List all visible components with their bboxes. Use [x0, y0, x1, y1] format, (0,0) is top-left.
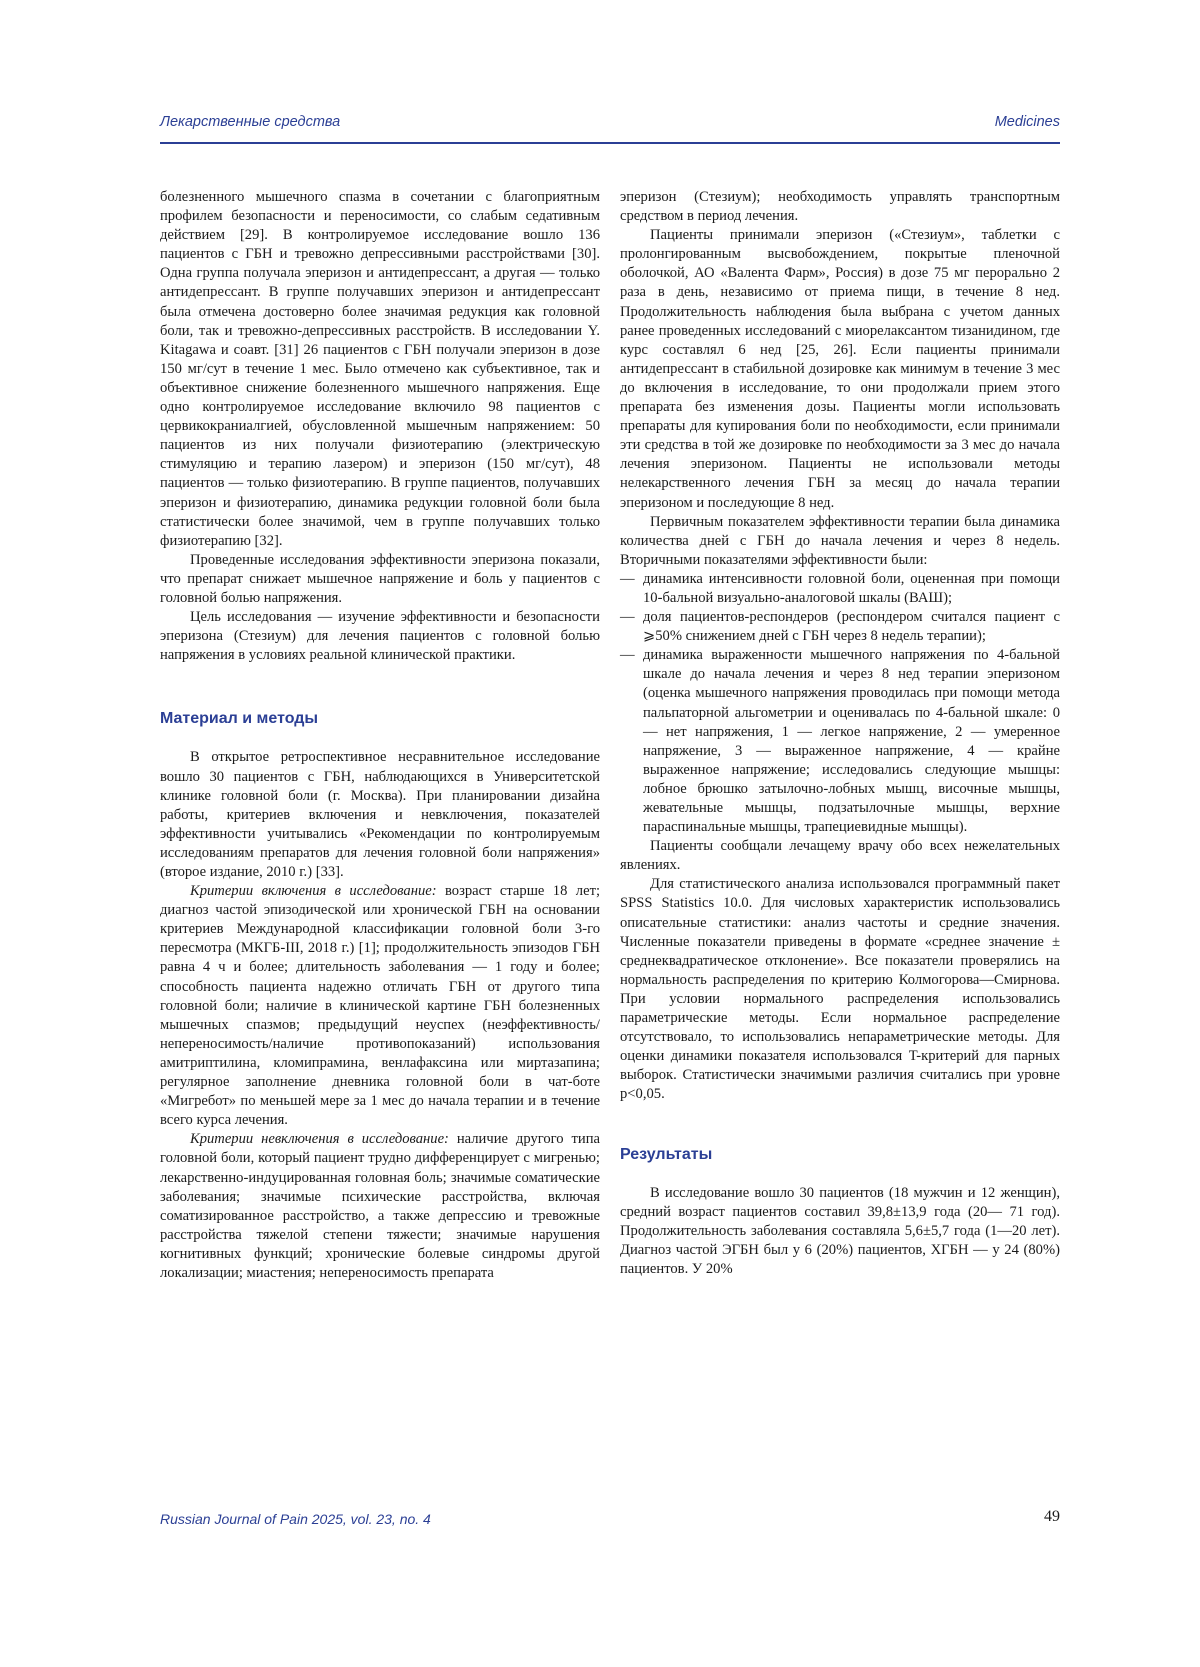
header-section-title-en: Medicines	[994, 114, 1060, 130]
list-item: — динамика интенсивности головной боли, оцененная при помощи 10-бальной визуально-аналоговой шкалы (ВАШ);	[620, 570, 1060, 606]
inclusion-criteria-lead: Критерии включения в исследование:	[190, 883, 437, 900]
paragraph: Первичным показателем эффективности терапии была динамика количества дней с ГБН до начала лечения и через 8 недель. Вторичными показателями эффективности были:	[620, 513, 1060, 568]
paragraph: Пациенты принимали эперизон («Стезиум», таблетки с пролонгированным высвобождением, покрытые пленочной оболочкой, АО «Валента Фарм», Россия) в дозе 75 мг перорально 2 раза в день, независимо от приема пищи, в течение 8 нед. Продолжительность наблюдения была выбрана с учетом данных ранее проведенных исследований с миорелаксантом тизанидином, где курс составлял 6 нед [25, 26]. Если пациенты принимали антидепрессант в стабильной дозировке как минимум в течение 3 мес до включения в исследование, то они продолжали прием этого препарата без изменения дозы. Пациенты могли использовать препараты для купирования боли по необходимости, если принимали эти средства в той же дозировке по необходимости за 3 мес до начала лечения эперизоном. Пациенты не использовали методы нелекарственного лечения ГБН за месяц до начала терапии эперизоном и последующие 8 нед.	[620, 227, 1060, 511]
header-section-title: Лекарственные средства	[160, 114, 341, 130]
right-column	[620, 188, 1060, 1279]
page-number: 49	[1044, 1508, 1060, 1525]
paragraph: В открытое ретроспективное несравнительное исследование вошло 30 пациентов с ГБН, наблюдающихся в Университетской клинике головной боли (г. Москва). При планировании дизайна работы, критериев включения и невключения, показателей эффективности учитывались «Рекомендации по контролируемым исследованиям препаратов для лечения головной боли напряжения» (второе издание, 2010 г.) [33].	[160, 749, 600, 880]
section-heading-methods: Материал и методы	[160, 710, 319, 728]
running-header	[160, 112, 1060, 144]
exclusion-criteria-lead: Критерии невключения в исследование:	[190, 1131, 449, 1148]
endpoints-list	[620, 570, 1060, 837]
paragraph: эперизон (Стезиум); необходимость управлять транспортным средством в период лечения.	[620, 189, 1060, 225]
list-dash: —	[620, 570, 635, 587]
paragraph	[160, 882, 600, 1130]
left-column	[160, 188, 600, 1283]
inclusion-criteria-text: возраст старше 18 лет; диагноз частой эпизодической или хронической ГБН на основании критериев Международной классификации головной боли 3-го пересмотра (МКГБ-III, 2018 г.) [1]; продолжительность эпизодов ГБН равна 4 ч и более; длительность заболевания — 1 году и более; способность пациента надежно отличать ГБН от другого типа головной боли; наличие в клинической картине ГБН болезненных мышечных спазмов; предыдущий неуспех (неэффективность/непереносимость/наличие противопоказаний) использования амитриптилина, кломипрамина, венлафаксина или миртазапина; регулярное заполнение дневника головной боли в чат-боте «Мигребот» по меньшей мере за 1 мес до начала терапии и в течение всего курса лечения.	[160, 883, 600, 1129]
section-heading-results: Результаты	[620, 1145, 713, 1163]
paragraph: В исследование вошло 30 пациентов (18 мужчин и 12 женщин), средний возраст пациентов составил 39,8±13,9 года (20— 71 год). Продолжительность заболевания составляла 5,6±5,7 года (1—20 лет). Диагноз частой ЭГБН был у 6 (20%) пациентов, ХГБН — у 24 (80%) пациентов. У 20%	[620, 1184, 1060, 1277]
paragraph: болезненного мышечного спазма в сочетании с благоприятным профилем безопасности и переносимости, со слабым седативным действием [29]. В контролируемое исследование вошло 136 пациентов с ГБН и тревожно депрессивными расстройствами [30]. Одна группа получала эперизон и антидепрессант, а другая — только антидепрессант. В группе получавших эперизон и антидепрессант была отмечена достоверно более значимая редукция как головной боли, так и тревожно-депрессивных расстройств. В исследовании Y. Kitagawa и соавт. [31] 26 пациентов с ГБН получали эперизон в дозе 150 мг/сут в течение 1 мес. Было отмечено как субъективное, так и объективное снижение болезненного мышечного напряжения. Еще одно контролируемое исследование включило 98 пациентов с цервикокраниалгией, обусловленной мышечным напряжением: 50 пациентов из них получали физиотерапию (электрическую стимуляцию и терапию лазером) и эперизон (150 мг/сут), 48 пациентов — только физиотерапию. В группе пациентов, получавших эперизон и физиотерапию, динамика редукции головной боли была статистически более значимой, чем в группе получавших только физиотерапию [32].	[160, 189, 600, 549]
list-dash: —	[620, 647, 635, 664]
paragraph	[160, 1130, 600, 1283]
exclusion-criteria-text: наличие другого типа головной боли, который пациент трудно дифференцирует с мигренью; лекарственно-индуцированная головная боль; значимые соматические заболевания; значимые психические расстройства, включая соматизированное расстройство, а также депрессию и тревожные расстройства тяжелой степени тяжести; значимые нарушения когнитивных функций; хронические болевые синдромы другой локализации; миастения; непереносимость препарата	[160, 1131, 600, 1281]
paragraph: Цель исследования — изучение эффективности и безопасности эперизона (Стезиум) для лечения пациентов с головной болью напряжения в условиях реальной клинической практики.	[160, 609, 600, 664]
list-dash: —	[620, 609, 635, 626]
paragraph: Для статистического анализа использовался программный пакет SPSS Statistics 10.0. Для числовых характеристик использовались описательные статистики: анализ частоты и средние значения. Численные показатели приведены в формате «среднее значение ± среднеквадратическое отклонение». Все показатели проверялись на нормальность распределения по критерию Колмогорова—Смирнова. При условии нормального распределения использовались параметрические методы. Если нормальное распределение отсутствовало, то использовались непараметрические методы. Для оценки динамики показателя использовался T-критерий для парных выборок. Статистически значимыми различия считались при уровне p<0,05.	[620, 876, 1060, 1103]
journal-citation: Russian Journal of Pain 2025, vol. 23, no. 4	[160, 1511, 431, 1527]
paragraph: Проведенные исследования эффективности эперизона показали, что препарат снижает мышечное напряжение и боль у пациентов с головной болью напряжения.	[160, 551, 600, 606]
paragraph: Пациенты сообщали лечащему врачу обо всех нежелательных явлениях.	[620, 838, 1060, 874]
list-item: — динамика выраженности мышечного напряжения по 4-бальной шкале до начала лечения и через 8 нед терапии эперизоном (оценка мышечного напряжения проводилась при помощи метода пальпаторной альгометрии и оценивалась по 4-бальной шкале: 0 — нет напряжения, 1 — легкое напряжение, 2 — умеренное напряжение, 3 — выраженное напряжение, 4 — крайне выраженное напряжение; исследовались следующие мышцы: лобное брюшко затылочно-лобных мышц, височные мышцы, жевательные мышцы, подзатылочные мышцы, верхние параспинальные мышцы, трапециевидные мышцы).	[620, 647, 1060, 836]
list-item: — доля пациентов-респондеров (респондером считался пациент с ⩾50% снижением дней с ГБН через 8 недель терапии);	[620, 609, 1060, 645]
